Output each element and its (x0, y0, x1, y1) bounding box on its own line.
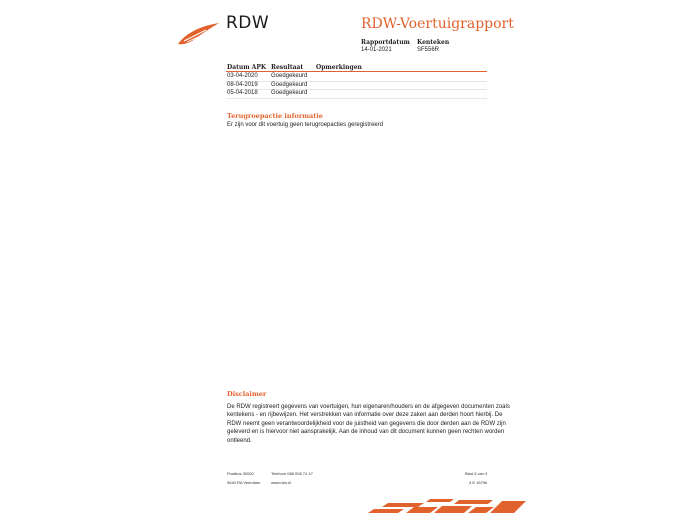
disclaimer-line: ontleend. (227, 437, 252, 444)
table-cell-result: Goedgekeurd (271, 82, 308, 88)
column-header-date: Datum APK (227, 64, 267, 71)
disclaimer-line: kentekens - en rijbewijzen. Het verstrekken van informatie over deze zaken aan derden hoort hierbij. De (227, 412, 503, 419)
plate-value: SF556R (417, 47, 440, 53)
report-date-value: 14-01-2021 (361, 47, 392, 53)
disclaimer-line: RDW neemt geen verantwoordelijkheid voor de juistheid van gegevens die door derden aan de RDW zijn (227, 420, 506, 427)
recall-text: Er zijn voor dit voertuig geen terugroepacties geregistreerd (227, 122, 384, 128)
footer-postbus: Postbus 30000 (227, 471, 254, 476)
table-cell-result: Goedgekeurd (271, 73, 308, 79)
footer-city: 9640 RA Veendam (227, 480, 261, 485)
disclaimer-text (227, 403, 510, 445)
table-cell-date: 08-04-2019 (227, 82, 258, 88)
table-row-divider (226, 81, 487, 82)
disclaimer-heading: Disclaimer (227, 390, 267, 398)
disclaimer-line: De RDW registreert gegevens van voertuigen, hun eigenaren/houders en de afgegeven documenten zoals (227, 404, 510, 410)
table-cell-result: Goedgekeurd (271, 90, 308, 96)
column-header-result: Resultaat (271, 64, 304, 71)
decorative-stripes-icon (368, 498, 528, 514)
table-header-divider (226, 71, 487, 72)
footer-phone: Telefoon 088 008 74 47 (271, 471, 313, 476)
recall-heading: Terugroepactie informatie (227, 112, 323, 120)
table-row-divider (226, 98, 487, 99)
plate-label: Kenteken (417, 39, 450, 46)
footer-document-code: 3 E 1679b (469, 480, 488, 485)
disclaimer-line: geleverd en is hiervoor niet aansprakelijk. Aan de inhoud van dit document kunnen geen rechten worden (227, 429, 505, 436)
rdw-logo-icon (176, 21, 221, 46)
table-cell-date: 05-04-2018 (227, 90, 258, 96)
footer-website: www.rdw.nl (271, 480, 292, 485)
column-header-remarks: Opmerkingen (316, 64, 362, 71)
report-date-label: Rapportdatum (361, 39, 410, 46)
table-cell-date: 03-04-2020 (227, 73, 258, 79)
table-row-divider (226, 89, 487, 90)
report-title: RDW-Voertuigrapport (361, 16, 514, 32)
brand-name: RDW (226, 13, 270, 33)
footer-page-number: Blad 3 van 3 (465, 471, 488, 476)
